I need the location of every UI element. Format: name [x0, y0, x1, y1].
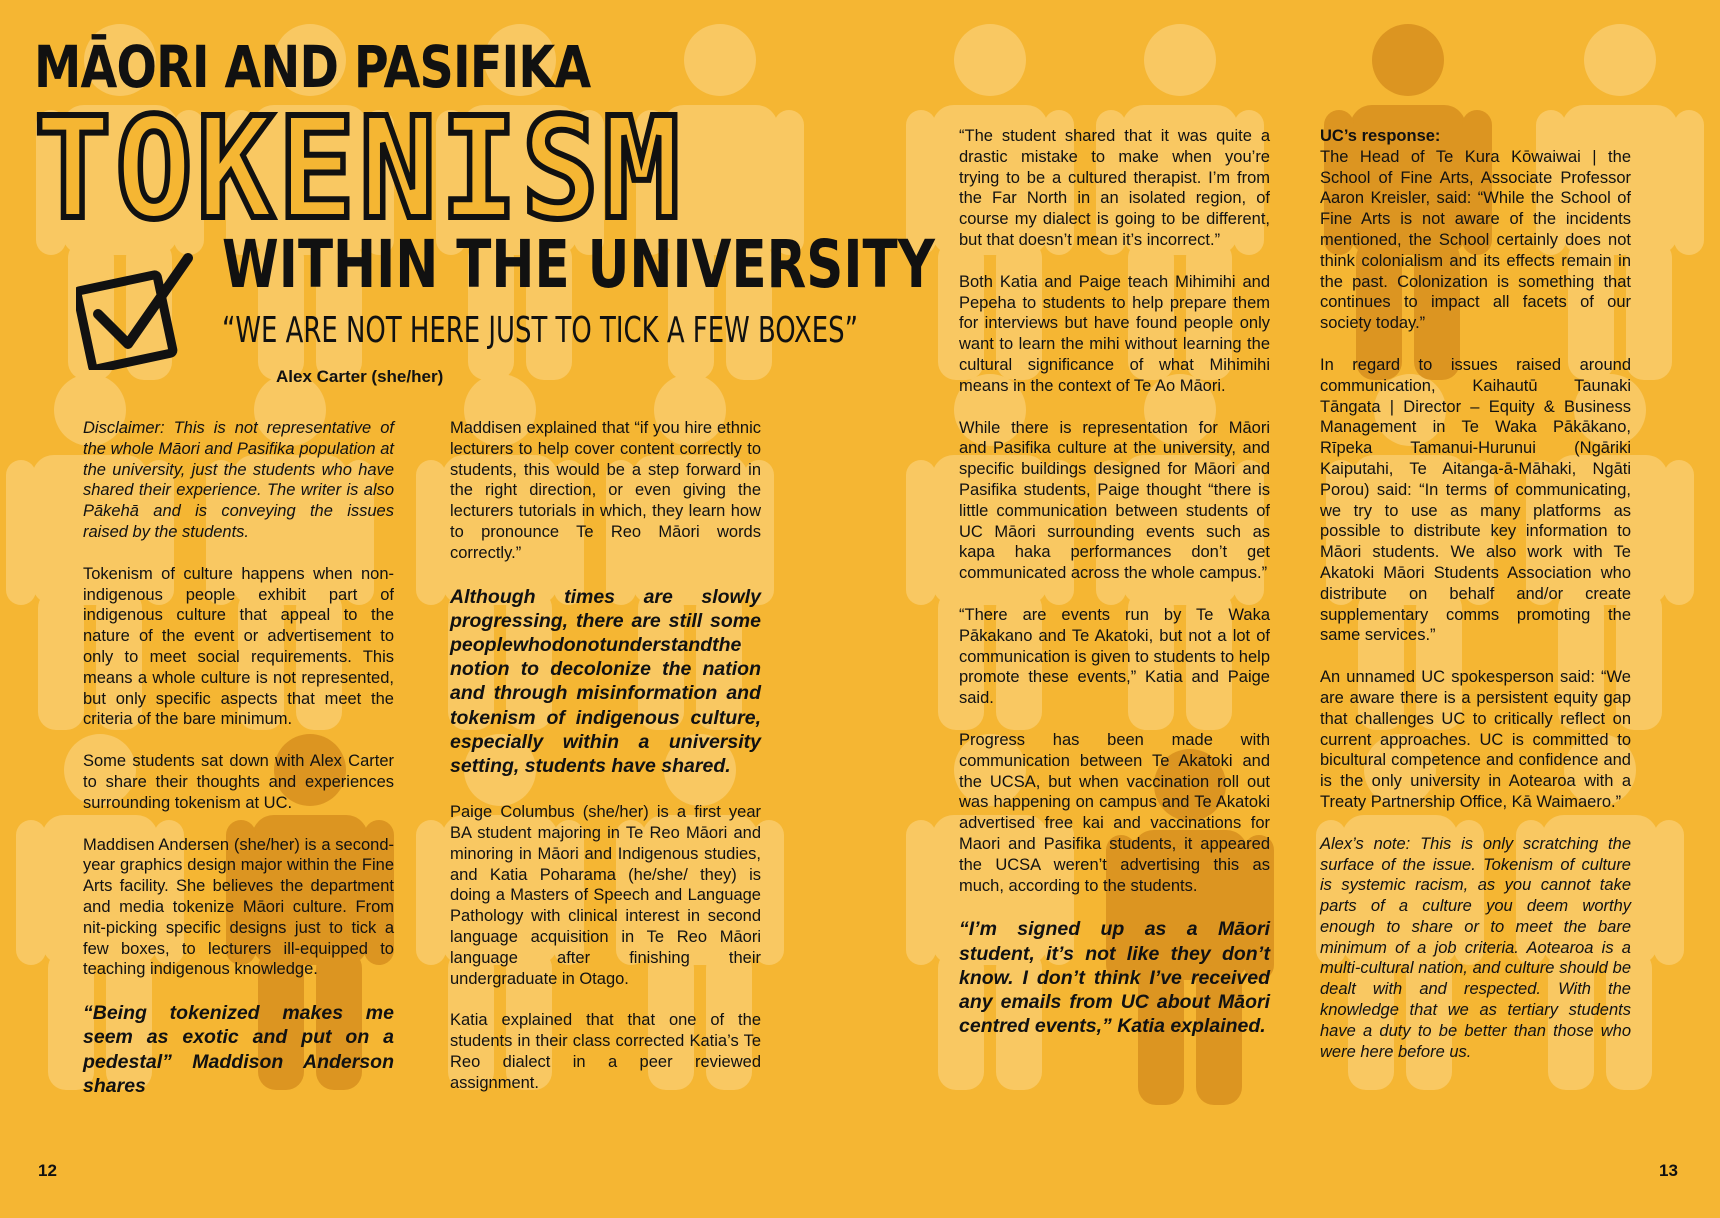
paragraph: Both Katia and Paige teach Mihimihi and Pepeha to students to help prepare them for interviews but have found people only want to learn the mihi without learning the cultural significance of what Mihimihi means in the context of Te Ao Māori. [959, 272, 1270, 395]
header-quote: “WE ARE NOT HERE JUST TO TICK A FEW BOXES” [222, 310, 859, 351]
page-title: TOKENISM [34, 88, 684, 251]
article-column-3 [959, 126, 1270, 1062]
disclaimer: Disclaimer: This is not representative of the whole Māori and Pasifika population at the university, just the students who have shared their experience. The writer is also Pākehā and is conveying the issues raised by the students. [83, 419, 394, 541]
paragraph: Maddisen Andersen (she/her) is a second-year graphics design major within the Fine Arts facility. She believes the department and media tokenize Māori culture. From nit-picking specific designs just to tick a few boxes, to lecturers ill-equipped to teaching indigenous knowledge. [83, 835, 394, 979]
header-subtitle: WITHIN THE UNIVERSITY [222, 226, 935, 303]
checkbox-tick-icon [76, 252, 206, 370]
paragraph: Katia explained that that one of the students in their class corrected Katia’s Te Reo dialect in a peer reviewed assignment. [450, 1011, 761, 1092]
article-column-1 [83, 418, 394, 1122]
pull-quote: “I’m signed up as a Māori student, it’s not like they don’t know. I don’t think I’ve received any emails from UC about Māori centred events,” Katia explained. [959, 918, 1270, 1038]
paragraph: Paige Columbus (she/her) is a first year BA student majoring in Te Reo Māori and minoring in Māori and Indigenous studies, and Katia Poharama (he/she/ they) is doing a Masters of Speech and Language Pathology with clinical interest in second language acquisition in Te Reo Māori language after finishing their undergraduate in Otago. [450, 803, 761, 988]
byline: Alex Carter (she/her) [276, 367, 444, 386]
paragraph: Some students sat down with Alex Carter to share their thoughts and experiences surrounding tokenism at UC. [83, 752, 394, 812]
paragraph: The Head of Te Kura Kōwaiwai | the School of Fine Arts, Associate Professor Aaron Kreisler, said: “While the School of Fine Arts is not aware of the incidents mentioned, the School certainly does not think colonialism and its effects remain in the past. Colonization is something that continues to impact all facets of our society today.” [1320, 147, 1631, 333]
page-number-left: 12 [38, 1161, 57, 1180]
paragraph: “The student shared that it was quite a drastic mistake to make when you’re trying to be a cultured therapist. I’m from the Far North in an isolated region, of course my dialect is going to be different, but that doesn’t mean it’s incorrect.” [959, 127, 1270, 249]
paragraph: Tokenism of culture happens when non-indigenous people exhibit part of indigenous culture that appeal to the nature of the event or advertisement to only to meet social requirements. This means a whole culture is not represented, but only specific aspects that meet the criteria of the bare minimum. [83, 564, 394, 729]
paragraph: While there is representation for Māori and Pasifika culture at the university, and specific buildings designed for Māori and Pasifika students, Paige thought “there is little communication between students of UC Māori surrounding events such as kapa haka performances don’t get communicated across the whole campus.” [959, 418, 1270, 583]
header-kicker: MĀORI AND PASIFIKA [34, 33, 591, 101]
pull-quote: “Being tokenized makes me seem as exotic and put on a pedestal” Maddison Anderson shares [83, 1002, 394, 1097]
article-column-4 [1320, 126, 1631, 1083]
pull-quote: Although times are slowly progressing, there are still some peoplewhodonotunderstandthe notion to decolonize the nation and through misinformation and tokenism of indigenous culture, especially within a university setting, students have shared. [450, 585, 761, 777]
article-column-2 [450, 418, 761, 1115]
page-number-right: 13 [1659, 1161, 1678, 1180]
paragraph: In regard to issues raised around communication, Kaihautū Taunaki Tāngata | Director – Equity & Business Management in Te Waka Pākākano, Rīpeka Tamanui-Hurunui (Ngāriki Kaiputahi, Te Aitanga-ā-Māhaki, Ngāti Porou) said: “In terms of communicating, we try to use as many platforms as possible to distribute key information to Māori students. We also work with Te Akatoki Māori Students Association who distribute on behalf and/or create supplementary comms promoting the same services.” [1320, 355, 1631, 645]
authors-note: Alex’s note: This is only scratching the surface of the issue. Tokenism of culture is systemic racism, as you cannot take parts of a culture you deem worthy enough to share or to meet the bare minimum of a job criteria. Aotearoa is a multi-cultural nation, and culture should be dealt with and respected. With the knowledge that we as tertiary students have a duty to be better than those who were here before us. [1320, 834, 1631, 1061]
paragraph: Maddisen explained that “if you hire ethnic lecturers to help cover content correctly to students, this would be a step forward in the right direction, or even giving the lecturers tutorials in which, they learn how to pronounce Te Reo Māori words correctly.” [450, 419, 761, 562]
paragraph: An unnamed UC spokesperson said: “We are aware there is a persistent equity gap that challenges UC to critically reflect on current approaches. UC is committed to bicultural competence and confidence and is the only university in Aotearoa with a Treaty Partnership Office, Kā Waimaero.” [1320, 668, 1631, 811]
section-heading: UC’s response: [1320, 127, 1441, 145]
paragraph: “There are events run by Te Waka Pākakano and Te Akatoki, but not a lot of communication is given to students to help promote these events,” Katia and Paige said. [959, 605, 1270, 708]
paragraph: Progress has been made with communication between Te Akatoki and the UCSA, but when vaccination roll out was happening on campus and Te Akatoki advertised free kai and vaccinations for Maori and Pasifika students, it appeared the UCSA weren’t advertising this as much, according to the students. [959, 730, 1270, 895]
